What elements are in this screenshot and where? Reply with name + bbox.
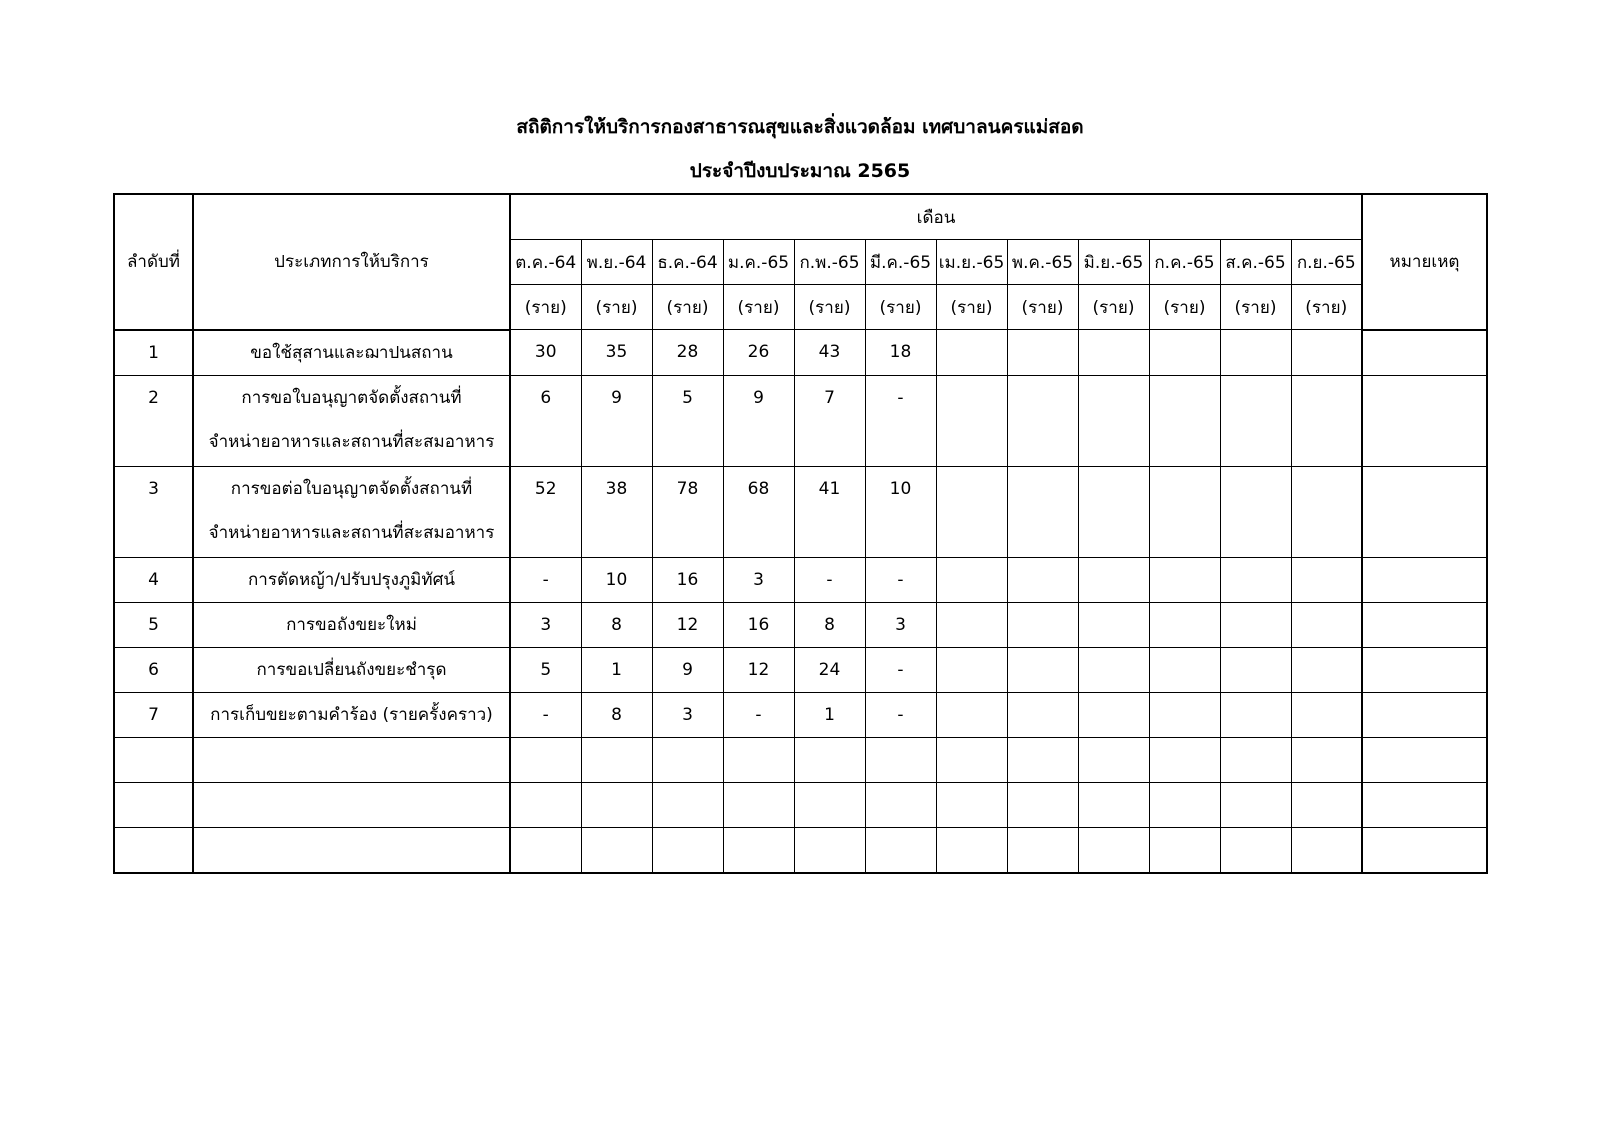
service-name (193, 647, 510, 692)
empty-cell (1078, 782, 1149, 827)
empty-cell (936, 827, 1007, 873)
month-value (936, 375, 1007, 466)
table-row (114, 692, 1487, 737)
month-value (1078, 330, 1149, 376)
empty-cell (1149, 827, 1220, 873)
month-value: 9 (723, 375, 794, 466)
month-value: - (723, 692, 794, 737)
empty-cell (936, 782, 1007, 827)
empty-cell (510, 737, 581, 782)
month-value: 68 (723, 466, 794, 557)
empty-cell (794, 737, 865, 782)
header-unit: (ราย) (723, 285, 794, 330)
row-number: 7 (114, 692, 193, 737)
month-value: 3 (865, 602, 936, 647)
row-number: 4 (114, 557, 193, 602)
empty-cell (865, 782, 936, 827)
empty-cell (723, 782, 794, 827)
empty-cell (1149, 782, 1220, 827)
month-value (1007, 602, 1078, 647)
month-value (1220, 647, 1291, 692)
header-unit: (ราย) (794, 285, 865, 330)
service-name-line: จำหน่ายอาหารและสถานที่สะสมอาหาร (208, 431, 495, 452)
document-subtitle: ประจำปีงบประมาณ 2565 (689, 160, 911, 182)
header-month-name: พ.ค.-65 (1007, 240, 1078, 285)
empty-cell (652, 737, 723, 782)
header-unit: (ราย) (1291, 285, 1362, 330)
month-value: 16 (652, 557, 723, 602)
empty-cell (114, 782, 193, 827)
empty-cell (193, 737, 510, 782)
month-value (1291, 557, 1362, 602)
header-month-name: ม.ค.-65 (723, 240, 794, 285)
empty-cell (794, 782, 865, 827)
month-value: 78 (652, 466, 723, 557)
month-value: 1 (794, 692, 865, 737)
month-value (1078, 692, 1149, 737)
empty-cell (652, 827, 723, 873)
month-value: 10 (865, 466, 936, 557)
month-value: 18 (865, 330, 936, 376)
month-value (1149, 330, 1220, 376)
header-month-name: ธ.ค.-64 (652, 240, 723, 285)
month-value (1078, 375, 1149, 466)
month-value (1220, 602, 1291, 647)
service-name (193, 330, 510, 376)
month-value (1291, 466, 1362, 557)
row-number: 2 (114, 375, 193, 466)
header-unit: (ราย) (1007, 285, 1078, 330)
row-number: 6 (114, 647, 193, 692)
table-row (114, 375, 1487, 466)
header-service-type: ประเภทการให้บริการ (193, 194, 510, 330)
empty-cell (510, 782, 581, 827)
service-name (193, 375, 510, 466)
month-value (1220, 692, 1291, 737)
month-value (936, 647, 1007, 692)
empty-cell (1220, 737, 1291, 782)
service-name-line: จำหน่ายอาหารและสถานที่สะสมอาหาร (208, 522, 495, 543)
month-value: 24 (794, 647, 865, 692)
month-value (1007, 647, 1078, 692)
empty-cell (581, 737, 652, 782)
remark-cell (1362, 557, 1487, 602)
header-month-name: มิ.ย.-65 (1078, 240, 1149, 285)
service-name-line: การขอใบอนุญาตจัดตั้งสถานที่ (241, 387, 462, 408)
service-name-line: การขอต่อใบอนุญาตจัดตั้งสถานที่ (230, 478, 473, 499)
remark-cell (1362, 330, 1487, 376)
row-number: 1 (114, 330, 193, 376)
month-value: 1 (581, 647, 652, 692)
service-name-line: ขอใช้สุสานและฌาปนสถาน (250, 343, 453, 363)
month-value: 10 (581, 557, 652, 602)
empty-cell (1007, 737, 1078, 782)
service-name (193, 692, 510, 737)
month-value: 3 (723, 557, 794, 602)
month-value: 35 (581, 330, 652, 376)
month-value: 9 (652, 647, 723, 692)
empty-cell (1291, 737, 1362, 782)
month-value (936, 692, 1007, 737)
month-value (1149, 466, 1220, 557)
month-value (1149, 602, 1220, 647)
empty-cell (723, 737, 794, 782)
header-unit: (ราย) (510, 285, 581, 330)
month-value (1149, 375, 1220, 466)
header-unit: (ราย) (1220, 285, 1291, 330)
service-name-line: การขอถังขยะใหม่ (286, 615, 417, 635)
header-month-name: ก.ย.-65 (1291, 240, 1362, 285)
header-month-name: ก.พ.-65 (794, 240, 865, 285)
empty-cell (1007, 782, 1078, 827)
empty-cell (114, 737, 193, 782)
month-value: 26 (723, 330, 794, 376)
month-value: 28 (652, 330, 723, 376)
month-value (1220, 557, 1291, 602)
header-unit: (ราย) (936, 285, 1007, 330)
month-value (1220, 330, 1291, 376)
month-value (1007, 330, 1078, 376)
document-title: สถิติการให้บริการกองสาธารณสุขและสิ่งแวดล้อม เทศบาลนครแม่สอด (516, 116, 1084, 138)
service-name (193, 466, 510, 557)
month-value (1078, 647, 1149, 692)
header-month-name: ส.ค.-65 (1220, 240, 1291, 285)
service-name (193, 557, 510, 602)
month-value (1007, 375, 1078, 466)
empty-cell (1291, 782, 1362, 827)
header-month-name: มี.ค.-65 (865, 240, 936, 285)
month-value: - (794, 557, 865, 602)
empty-cell (652, 782, 723, 827)
month-value (1149, 557, 1220, 602)
month-value: 52 (510, 466, 581, 557)
header-month-name: เม.ย.-65 (936, 240, 1007, 285)
month-value: 3 (652, 692, 723, 737)
month-value: - (865, 692, 936, 737)
header-month-name: พ.ย.-64 (581, 240, 652, 285)
month-value: 5 (652, 375, 723, 466)
header-unit: (ราย) (652, 285, 723, 330)
month-value: 8 (581, 602, 652, 647)
month-value: 5 (510, 647, 581, 692)
empty-cell (865, 737, 936, 782)
service-name (193, 602, 510, 647)
table-row (114, 557, 1487, 602)
month-value (936, 330, 1007, 376)
empty-cell (193, 827, 510, 873)
month-value: 41 (794, 466, 865, 557)
service-name-line: การตัดหญ้า/ปรับปรุงภูมิทัศน์ (248, 570, 455, 590)
month-value: - (865, 375, 936, 466)
header-unit: (ราย) (581, 285, 652, 330)
service-name-line: การขอเปลี่ยนถังขยะชำรุด (256, 660, 447, 680)
month-value (1291, 602, 1362, 647)
month-value (1220, 466, 1291, 557)
empty-cell (510, 827, 581, 873)
empty-cell (581, 782, 652, 827)
empty-row (114, 782, 1487, 827)
month-value: 7 (794, 375, 865, 466)
month-value (1149, 647, 1220, 692)
month-value: 3 (510, 602, 581, 647)
month-value: 6 (510, 375, 581, 466)
empty-cell (794, 827, 865, 873)
statistics-table (113, 193, 1488, 874)
header-unit: (ราย) (1078, 285, 1149, 330)
month-value: 30 (510, 330, 581, 376)
table-row (114, 647, 1487, 692)
month-value: - (510, 557, 581, 602)
month-value (1078, 602, 1149, 647)
remark-cell (1362, 602, 1487, 647)
month-value: 9 (581, 375, 652, 466)
header-month-name: ก.ค.-65 (1149, 240, 1220, 285)
empty-row (114, 737, 1487, 782)
month-value: 16 (723, 602, 794, 647)
service-name-line: การเก็บขยะตามคำร้อง (รายครั้งคราว) (210, 705, 493, 725)
empty-cell (723, 827, 794, 873)
month-value (936, 466, 1007, 557)
empty-cell (1078, 737, 1149, 782)
remark-cell (1362, 692, 1487, 737)
month-value: - (865, 557, 936, 602)
month-value (936, 602, 1007, 647)
table-row (114, 466, 1487, 557)
month-value (1007, 466, 1078, 557)
remark-cell (1362, 375, 1487, 466)
month-value (1007, 557, 1078, 602)
header-month-name: ต.ค.-64 (510, 240, 581, 285)
month-value (1291, 330, 1362, 376)
month-value: 12 (652, 602, 723, 647)
month-value: 12 (723, 647, 794, 692)
empty-cell (1007, 827, 1078, 873)
empty-cell (1362, 782, 1487, 827)
month-value: - (865, 647, 936, 692)
month-value: 8 (581, 692, 652, 737)
empty-cell (936, 737, 1007, 782)
empty-cell (581, 827, 652, 873)
remark-cell (1362, 466, 1487, 557)
row-number: 3 (114, 466, 193, 557)
header-unit: (ราย) (1149, 285, 1220, 330)
month-value: 43 (794, 330, 865, 376)
header-month: เดือน (510, 194, 1362, 240)
header-remark: หมายเหตุ (1362, 194, 1487, 330)
empty-cell (1291, 827, 1362, 873)
row-number: 5 (114, 602, 193, 647)
month-value (1291, 692, 1362, 737)
month-value (1291, 647, 1362, 692)
empty-cell (1078, 827, 1149, 873)
month-value: 8 (794, 602, 865, 647)
header-unit: (ราย) (865, 285, 936, 330)
month-value (1220, 375, 1291, 466)
table-row (114, 330, 1487, 376)
table-row (114, 602, 1487, 647)
empty-cell (1149, 737, 1220, 782)
empty-cell (1220, 827, 1291, 873)
month-value: - (510, 692, 581, 737)
empty-cell (114, 827, 193, 873)
month-value (1149, 692, 1220, 737)
month-value (1078, 466, 1149, 557)
remark-cell (1362, 647, 1487, 692)
month-value (1078, 557, 1149, 602)
month-value (936, 557, 1007, 602)
month-value: 38 (581, 466, 652, 557)
empty-cell (193, 782, 510, 827)
empty-cell (1220, 782, 1291, 827)
month-value (1007, 692, 1078, 737)
empty-cell (1362, 737, 1487, 782)
header-order: ลำดับที่ (114, 194, 193, 330)
empty-cell (865, 827, 936, 873)
empty-row (114, 827, 1487, 873)
empty-cell (1362, 827, 1487, 873)
month-value (1291, 375, 1362, 466)
